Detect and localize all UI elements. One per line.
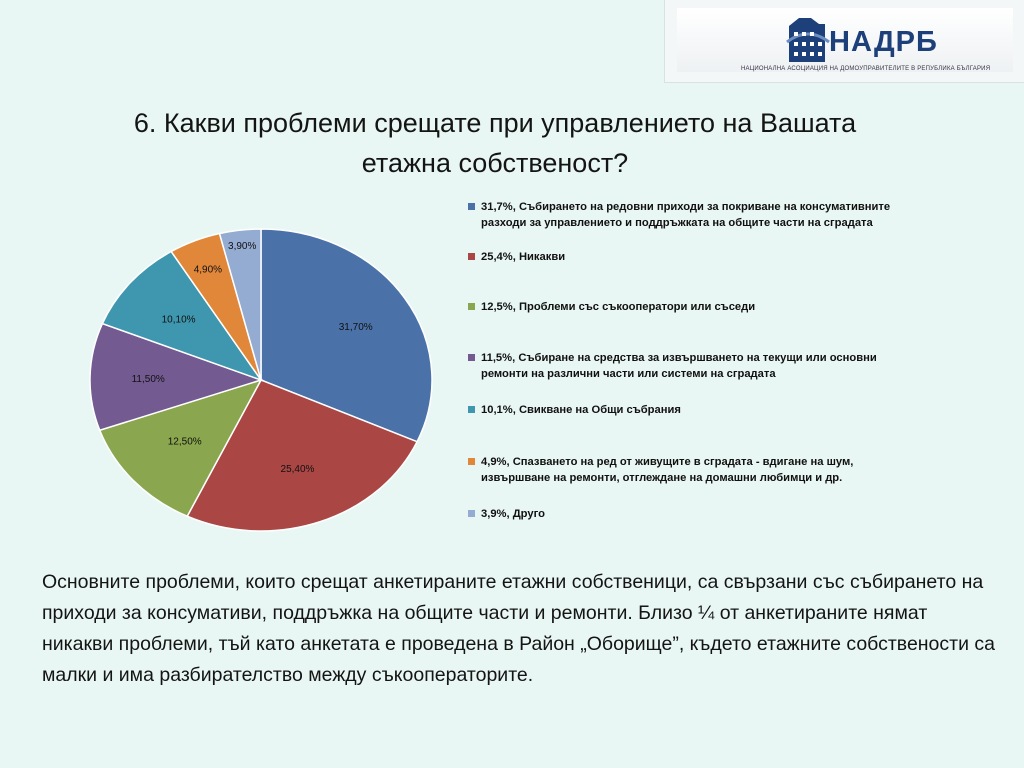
slide-title-line-1: 6. Какви проблеми срещате при управлението на Вашата [133,108,857,138]
legend-label: 3,9%, Друго [481,508,545,520]
pie-data-label: 11,50% [131,373,165,385]
pie-data-label: 31,70% [338,321,373,333]
legend-swatch [468,253,475,260]
legend-label: 11,5%, Събиране на средства за извършването на текущи или основни ремонти на различни части или системи на сградата [481,352,877,380]
pie-data-label: 25,40% [280,463,315,475]
legend-item [468,249,908,265]
legend-item [468,350,908,382]
pie-data-label: 4,90% [193,264,223,276]
legend-label: 10,1%, Свикване на Общи събрания [481,404,681,416]
summary-text: Основните проблеми, които срещат анкетираните етажни собственици, са свързани със събирането на приходи за консумативи, поддръжка на общите части и ремонти. Близо ¼ от анкетираните нямат никакви проблеми, тъй като анкетата е проведена в Район „Оборище”, където етажните собствености са малки и има разбирателство между съкооператорите. [42,571,995,686]
legend-swatch [468,406,475,413]
logo-subtitle: НАЦИОНАЛНА АСОЦИАЦИЯ НА ДОМОУПРАВИТЕЛИТЕ В РЕПУБЛИКА БЪЛГАРИЯ [741,66,991,72]
pie-data-label: 3,90% [228,241,257,253]
slide-title-line-2: етажна собственост? [361,148,629,178]
legend-item [468,299,908,315]
pie-data-label: 10,10% [161,314,196,326]
pie-data-label: 12,50% [167,436,202,448]
legend-label: 12,5%, Проблеми със съкооператори или съседи [481,301,756,313]
legend-swatch [468,458,475,465]
legend-swatch [468,510,475,517]
legend-item [468,402,908,418]
legend-swatch [468,303,475,310]
legend-item [468,506,908,522]
logo-name: НАДРБ [829,26,938,58]
legend-label: 31,7%, Събирането на редовни приходи за покриване на консумативните разходи за управлението и поддръжката на общите части на сградата [481,201,891,229]
legend-swatch [468,203,475,210]
legend-swatch [468,354,475,361]
legend-label: 4,9%, Спазването на ред от живущите в сградата - вдигане на шум, извършване на ремонти, отглеждане на домашни любимци и др. [481,456,854,484]
legend-label: 25,4%, Никакви [481,251,566,263]
legend-item [468,454,908,486]
legend-item [468,199,908,231]
